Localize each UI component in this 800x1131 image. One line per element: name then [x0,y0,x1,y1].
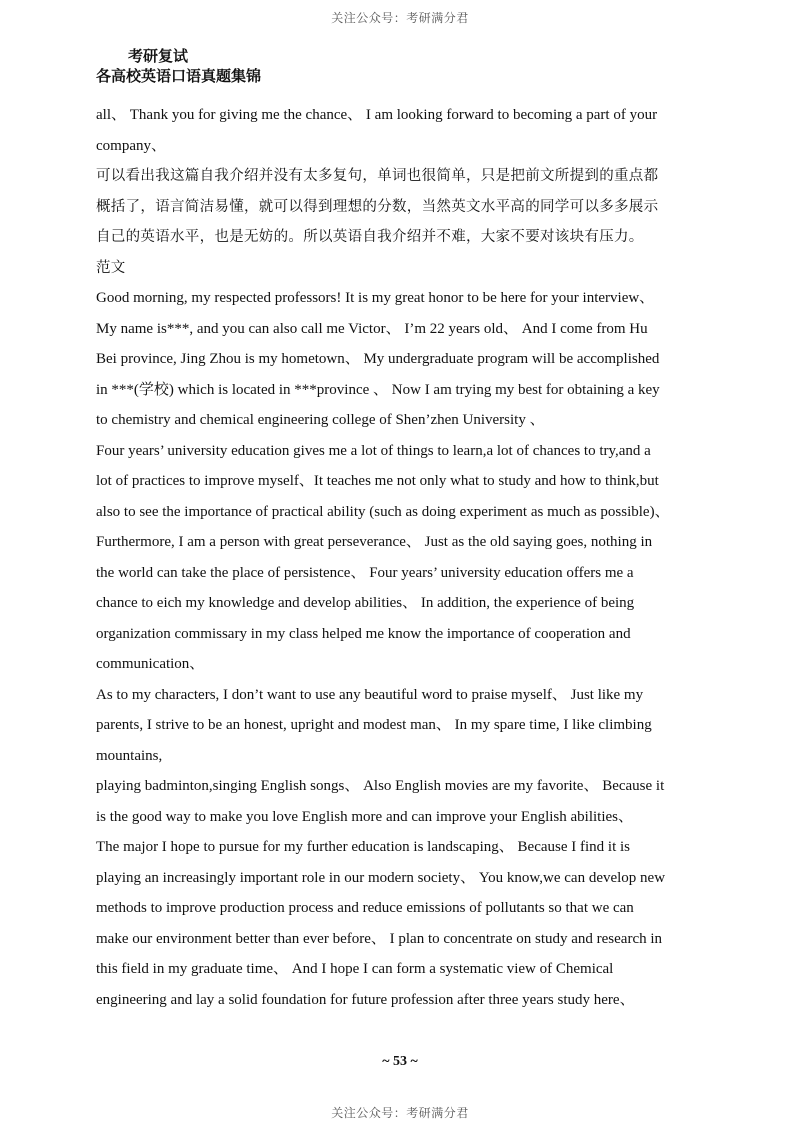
text-line: also to see the importance of practical ability (such as doing experiment as much as possible)、 [96,503,670,520]
text-line: communication、 [96,656,205,672]
header-subtitle: 各高校英语口语真题集锦 [96,67,262,85]
text-line: Good morning, my respected professors! It is my great honor to be here for your interview、 [96,290,655,306]
text-line: The major I hope to pursue for my further education is landscaping、 Because I find it is [96,839,631,855]
text-line: Bei province, Jing Zhou is my hometown、 My undergraduate program will be accomplished [96,351,660,367]
text-line: chance to eich my knowledge and develop abilities、 In addition, the experience of being [96,595,635,611]
text-line: is the good way to make you love English more and can improve your English abilities、 [96,808,633,825]
body-text [96,100,708,1015]
text-line: in ***(学校) which is located in ***province 、 Now I am trying my best for obtaining a key [96,381,660,398]
text-line: Furthermore, I am a person with great perseverance、 Just as the old saying goes, nothing in [96,534,653,550]
text-line: engineering and lay a solid foundation for future profession after three years study here、 [96,991,635,1008]
page-number: ~ 53 ~ [382,1054,418,1069]
document-header [96,46,261,86]
section-heading: 范文 [96,259,126,276]
text-line: organization commissary in my class helped me know the importance of cooperation and [96,625,631,642]
text-line: 自己的英语水平，也是无妨的。所以英语自我介绍并不难，大家不要对该块有压力。 [96,229,644,245]
text-line: to chemistry and chemical engineering college of Shen’zhen University 、 [96,412,545,428]
watermark-bottom: 关注公众号：考研满分君 [331,1106,469,1120]
text-line: the world can take the place of persistence、 Four years’ university education offers me a [96,564,634,581]
header-title: 考研复试 [128,47,189,65]
text-line: methods to improve production process and reduce emissions of pollutants so that we can [96,900,634,916]
text-line: playing an increasingly important role in our modern society、 You know,we can develop new [96,869,666,886]
text-line: playing badminton,singing English songs、 Also English movies are my favorite、 Because it [96,778,665,794]
text-line: mountains, [96,747,163,764]
text-line: Four years’ university education gives me a lot of things to learn,a lot of chances to try,and a [96,442,651,459]
text-line: make our environment better than ever before、 I plan to concentrate on study and research in [96,930,663,947]
text-line: all、 Thank you for giving me the chance、 I am looking forward to becoming a part of your [96,107,658,123]
text-line: lot of practices to improve myself、It teaches me not only what to study and how to think,but [96,473,659,489]
text-line: As to my characters, I don’t want to use any beautiful word to praise myself、 Just like my [96,686,644,703]
text-line: My name is***, and you can also call me Victor、 I’m 22 years old、 And I come from Hu [96,320,648,337]
text-line: company、 [96,137,166,154]
text-line: 概括了，语言简洁易懂，就可以得到理想的分数，当然英文水平高的同学可以多多展示 [96,198,659,215]
text-line: parents, I strive to be an honest, upright and modest man、 In my spare time, I like climbing [96,717,652,733]
text-line: 可以看出我这篇自我介绍并没有太多复句，单词也很简单，只是把前文所提到的重点都 [96,168,659,184]
text-line: this field in my graduate time、 And I hope I can form a systematic view of Chemical [96,961,614,977]
watermark-top: 关注公众号：考研满分君 [331,11,469,25]
